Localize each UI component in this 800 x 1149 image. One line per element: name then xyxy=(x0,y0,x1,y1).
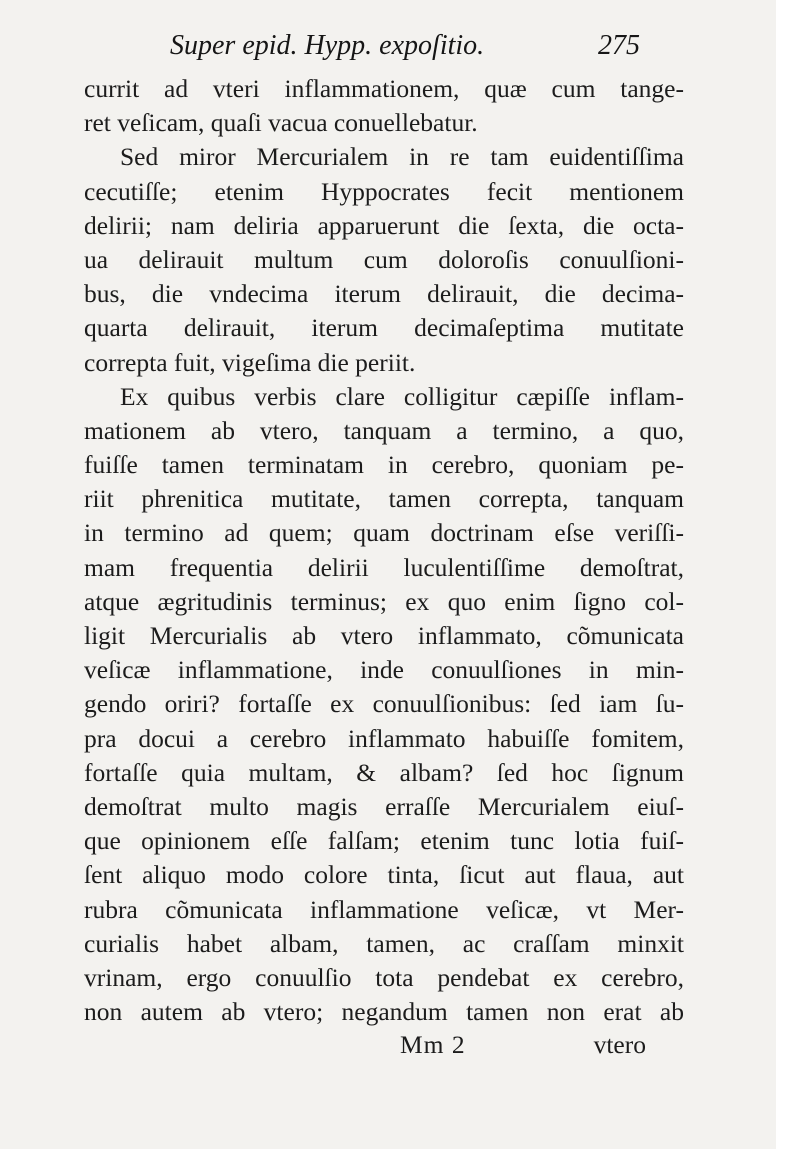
text-line: que opinionem eſſe falſam; etenim tunc lotia fuiſ- xyxy=(84,826,684,856)
signature-mark: Mm 2 xyxy=(400,1030,466,1059)
text-line: bus, die vndecima iterum delirauit, die decima- xyxy=(84,279,684,309)
text-line: ua delirauit multum cum doloroſis conuulſioni- xyxy=(84,244,684,274)
main-text xyxy=(84,72,684,1029)
page-footer xyxy=(84,1030,684,1066)
text-line: mam frequentia delirii luculentiſſime demoſtrat, xyxy=(84,552,684,582)
text-line: gendo oriri? fortaſſe ex conuulſionibus: ſed iam ſu- xyxy=(84,689,684,719)
text-line: in termino ad quem; quam doctrinam eſse veriſſi- xyxy=(84,518,684,548)
text-line: pra docui a cerebro inflammato habuiſſe fomitem, xyxy=(84,723,684,753)
text-line: demoſtrat multo magis erraſſe Mercurialem eiuſ- xyxy=(84,791,684,821)
text-line: ligit Mercurialis ab vtero inflammato, cõmunicata xyxy=(84,621,684,650)
text-line: Sed miror Mercurialem in re tam euidentiſſima xyxy=(120,142,684,172)
page-header xyxy=(170,30,640,68)
text-line: currit ad vteri inflammationem, quæ cum tange- xyxy=(84,74,684,103)
text-line: correpta fuit, vigeſima die periit. xyxy=(84,347,416,377)
text-line: non autem ab vtero; negandum tamen non erat ab xyxy=(84,997,684,1027)
text-line: curialis habet albam, tamen, ac craſſam minxit xyxy=(84,928,684,958)
text-line: riit phrenitica mutitate, tamen correpta, tanquam xyxy=(84,484,684,514)
text-line: cecutiſſe; etenim Hyppocrates fecit mentionem xyxy=(84,176,684,206)
page-number: 275 xyxy=(598,30,640,61)
text-line: quarta delirauit, iterum decimaſeptima mutitate xyxy=(84,313,684,343)
text-line: fortaſſe quia multam, & albam? ſed hoc ſignum xyxy=(84,757,684,787)
catchword: vtero xyxy=(593,1030,646,1059)
text-line: veſicæ inflammatione, inde conuulſiones in min- xyxy=(84,655,684,685)
text-line: ret veſicam, quaſi vacua conuellebatur. xyxy=(84,108,478,138)
text-line: atque ægritudinis terminus; ex quo enim ſigno col- xyxy=(84,586,684,616)
running-head: Super epid. Hypp. expoſitio. xyxy=(170,30,485,61)
text-line: mationem ab vtero, tanquam a termino, a quo, xyxy=(84,415,684,445)
text-line: ſent aliquo modo colore tinta, ſicut aut flaua, aut xyxy=(84,860,684,890)
text-line: delirii; nam deliria apparuerunt die ſexta, die octa- xyxy=(84,210,684,240)
text-line: rubra cõmunicata inflammatione veſicæ, vt Mer- xyxy=(84,894,684,924)
text-line: vrinam, ergo conuulſio tota pendebat ex cerebro, xyxy=(84,962,684,992)
page-edge xyxy=(776,0,800,1149)
text-line: Ex quibus verbis clare colligitur cæpiſſe inflam- xyxy=(120,381,684,411)
text-line: fuiſſe tamen terminatam in cerebro, quoniam pe- xyxy=(84,450,684,480)
